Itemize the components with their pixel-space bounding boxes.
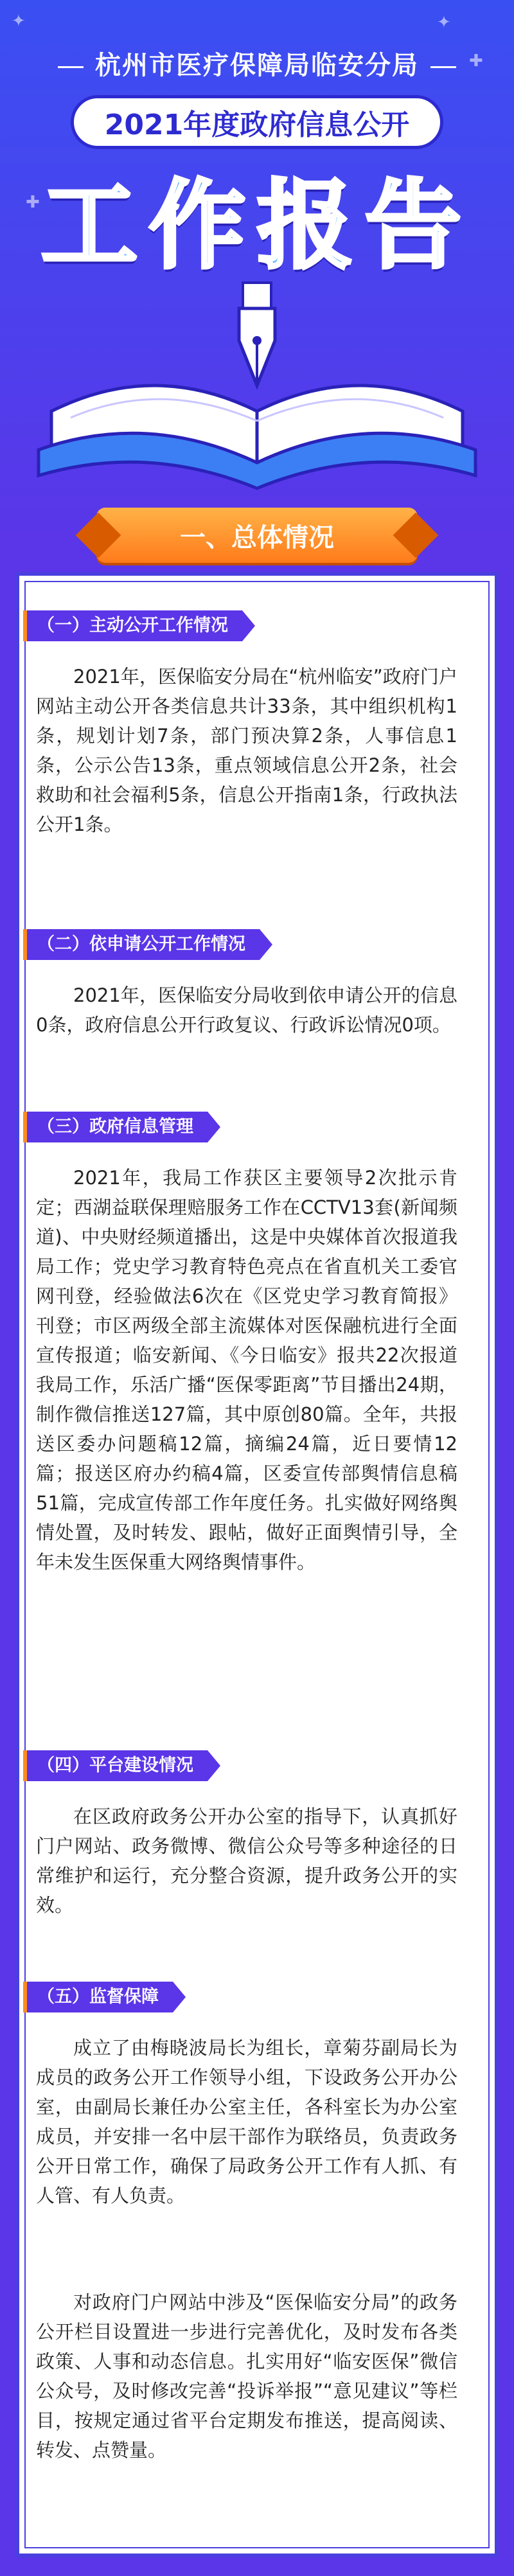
book-pen-illustration <box>0 0 514 559</box>
subsection-title: （一）主动公开工作情况 <box>27 610 242 641</box>
subsection-heading <box>23 1982 173 2012</box>
hero-header <box>0 0 514 559</box>
subsection-heading <box>23 1112 208 1142</box>
subsection-heading <box>23 1750 208 1781</box>
fountain-pen-icon <box>239 283 275 386</box>
paragraph: 在区政府政务公开办公室的指导下，认真抓好门户网站、政务微博、微信公众号等多种途径的日常维护和运行，充分整合资源，提升政务公开的实效。 <box>36 1806 457 1916</box>
paragraph: 成立了由梅晓波局长为组长，章菊芬副局长为成员的政务公开工作领导小组，下设政务公开办公室，由副局长兼任办公室主任，各科室长为办公室成员，并安排一名中层干部作为联络员，负责政务公开日常工作，确保了局政务公开工作有人抓、有人管、有人负责。 <box>36 2037 457 2207</box>
sparkle-icon: ✚ <box>26 193 40 212</box>
subsection-heading <box>23 610 242 641</box>
subsection-title: （四）平台建设情况 <box>27 1750 208 1781</box>
sparkle-icon: ✦ <box>437 13 451 32</box>
subsection-title: （五）监督保障 <box>27 1982 173 2012</box>
paragraph: 2021年，我局工作获区主要领导2次批示肯定；西湖益联保理赔服务工作在CCTV13套(新闻频道)、中央财经频道播出，这是中央媒体首次报道我局工作；党史学习教育特色亮点在省直机关工委官网刊登，经验做法6次在《区党史学习教育简报》刊登；市区两级全部主流媒体对医保融杭进行全面宣传报道；临安新闻、《今日临安》报共22次报道我局工作，乐活广播“医保零距离”节目播出24期，制作微信推送127篇，其中原创80篇。全年，共报送区委办问题稿12篇，摘编24篇，近日要情12篇；报送区府办约稿4篇，区委宣传部舆情信息稿51篇，完成宣传部工作年度任务。扎实做好网络舆情处置，及时转发、跟帖，做好正面舆情引导，全年未发生医保重大网络舆情事件。 <box>36 1167 457 1573</box>
report-year-title: 2021年度政府信息公开 <box>71 95 443 149</box>
open-book-icon <box>39 386 475 488</box>
paragraph: 2021年，医保临安分局在“杭州临安”政府门户网站主动公开各类信息共计33条，其中组织机构1条，规划计划7条，部门预决算2条，人事信息1条，公示公告13条，重点领域信息公开2条，社会救助和社会福利5条，信息公开指南1条，行政执法公开1条。 <box>36 666 457 835</box>
subsection-title: （二）依申请公开工作情况 <box>27 929 260 960</box>
section-banner-overview: 一、总体情况 <box>96 508 418 563</box>
sparkle-icon: ✦ <box>12 12 26 31</box>
sparkle-icon: ✚ <box>469 51 483 71</box>
paragraph: 2021年，医保临安分局收到依申请公开的信息0条，政府信息公开行政复议、行政诉讼情况0项。 <box>36 984 457 1036</box>
subsection-heading <box>23 929 260 960</box>
org-title: 杭州市医疗保障局临安分局 <box>0 45 514 82</box>
report-main-title: 工作报告 <box>40 170 473 282</box>
subsection-title: （三）政府信息管理 <box>27 1112 208 1142</box>
paragraph: 对政府门户网站中涉及“医保临安分局”的政务公开栏目设置进一步进行完善优化，及时发布各类政策、人事和动态信息。扎实用好“临安医保”微信公众号，及时修改完善“投诉举报”“意见建议”等栏目，按规定通过省平台定期发布推送，提高阅读、转发、点赞量。 <box>36 2291 457 2461</box>
